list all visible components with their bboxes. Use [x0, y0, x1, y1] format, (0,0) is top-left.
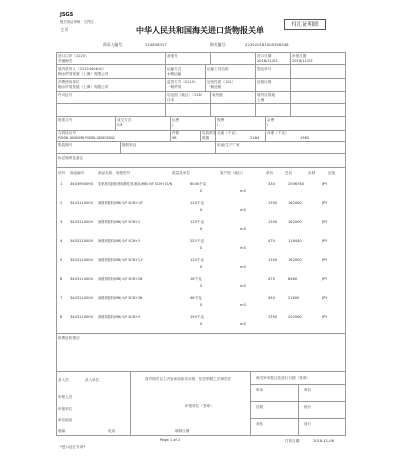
approve-label: 审单 — [256, 388, 264, 392]
goods-header-qty: 数量及单位 — [172, 171, 190, 175]
statistics-label: 统计 — [304, 405, 312, 409]
goods-item-no: 2 — [60, 201, 63, 205]
customs-no-label: 海关编号： — [210, 42, 229, 47]
goods-item-qty2: 0 — [200, 208, 203, 212]
goods-item-unit2: m3 — [240, 265, 246, 269]
goods-item-price: 450 — [268, 296, 275, 300]
tax-ratio-label: 征税比例 — [257, 80, 272, 84]
goods-item-unit2: m3 — [240, 189, 246, 193]
phone-label: 电话 — [108, 429, 116, 433]
goods-header-exempt: 征免 — [328, 171, 336, 175]
declare-unit-label: 申报单位 — [58, 407, 73, 411]
goods-item-qty2: 0 — [200, 189, 203, 193]
goods-item-price: 1350 — [268, 220, 278, 224]
goods-item-currency: JPY — [322, 220, 328, 224]
goods-item-unit2: m3 — [240, 227, 246, 231]
gross-weight-label: 毛重（千克） — [217, 131, 239, 135]
goods-item-qty2: 0 — [200, 246, 203, 250]
destination-value: 上海 — [257, 98, 265, 102]
inspect-label: 查验 — [256, 422, 264, 426]
goods-item-qty: 48千克 — [190, 296, 202, 300]
declarant-label: 申报人员 — [58, 395, 73, 399]
header-subtitle: 报关单证审核 · 文件区 — [60, 20, 94, 24]
entry-person-label: 录入员 — [58, 378, 69, 382]
declare-stamp-label: 申报单位（签章） — [185, 404, 214, 408]
copy-stamp: 付汇证明联 — [284, 19, 326, 30]
exemption-label: 征免性质（101） — [207, 80, 236, 84]
transport-mode-value: 水路运输 — [167, 72, 182, 76]
goods-item-qty2: 0 — [200, 265, 203, 269]
price-review-label: 审价 — [304, 388, 312, 392]
loading-port-label: 装货港 — [212, 93, 223, 97]
goods-item-unit2: m3 — [240, 246, 246, 250]
prerecord-label: 预录入编号： — [103, 42, 126, 47]
goods-item-unit2: m3 — [240, 208, 246, 212]
goods-item-no: 5 — [60, 258, 63, 262]
goods-item-code: 3403110000 — [70, 315, 93, 319]
entry-port-value: 外港海关 — [58, 59, 73, 63]
contract-no-label: 合同协议号 — [58, 131, 76, 135]
tax-label: 税费征收情况 — [58, 336, 80, 340]
logo: JSGS — [60, 12, 74, 18]
contract-no-value: PGMJB-1806OMB PGMJB-1806O3SN2 — [58, 136, 115, 140]
goods-item-qty2: 0 — [200, 227, 203, 231]
marks-label: 标记唛码及备注 — [58, 156, 84, 160]
goods-item-no: 8 — [60, 315, 63, 319]
packages-label: 件数 — [172, 131, 180, 135]
goods-item-currency: JPY — [322, 239, 328, 243]
goods-item-currency: JPY — [322, 258, 328, 262]
goods-item-total: 162000 — [288, 220, 302, 224]
goods-item-price: 470 — [268, 239, 275, 243]
entry-port-label: 进口口岸（2225） — [58, 54, 89, 58]
goods-item-name: 润滑剂原料(MB) 0/F SCM+2 — [98, 239, 141, 243]
goods-header-total: 总价 — [285, 171, 293, 175]
goods-item-qty: 6040千克 — [190, 182, 207, 186]
goods-item-total: 162000 — [288, 258, 302, 262]
goods-item-price: 334 — [268, 182, 275, 186]
deal-mode-label: 成交方式 — [117, 118, 132, 122]
goods-item-name: 润滑剂原料(MB) 0/F SCM+2 — [98, 220, 141, 224]
goods-item-total: 202500 — [288, 315, 302, 319]
misc-fee-value: / — [267, 123, 269, 127]
goods-item-name: 润滑剂原料(MB) 0/F SCM+2N — [98, 277, 143, 281]
record-no-label: 备案号 — [167, 54, 178, 58]
release-label: 放行 — [304, 422, 312, 426]
goods-item-no: 6 — [60, 277, 63, 281]
prerecord-value: 124836317 — [145, 42, 167, 47]
insurance-value: / — [217, 123, 219, 127]
net-weight-value: 1962 — [300, 136, 310, 140]
freight-label: 运费 — [172, 118, 180, 122]
consignee-value: 桐水贸易发展（上海）有限公司 — [58, 72, 109, 76]
goods-item-qty: 120千克 — [190, 220, 205, 224]
goods-item-currency: JPY — [322, 296, 328, 300]
goods-item-name: 非家禽类胶粘剂用醇性剂,制品(MB) 0/F SCM+15/N — [98, 182, 173, 186]
goods-item-currency: JPY — [322, 277, 328, 281]
goods-item-qty: 120千克 — [190, 201, 205, 205]
container-no-label: 集装箱号 — [58, 143, 73, 147]
import-date-value: 2018/11/02 — [257, 59, 278, 63]
bill-no-label: 提运单号 — [257, 67, 272, 71]
goods-item-qty: 150千克 — [190, 315, 205, 319]
goods-item-code: 3403110000 — [70, 220, 93, 224]
goods-item-no: 4 — [60, 239, 63, 243]
gross-weight-value: 2184 — [250, 136, 260, 140]
exemption-value: 一般征税 — [207, 85, 222, 89]
goods-item-code: 3403110000 — [70, 201, 93, 205]
goods-header-code: 商品编号 — [70, 171, 85, 175]
goods-item-currency: JPY — [322, 182, 328, 186]
goods-item-qty: 252千克 — [190, 239, 205, 243]
insurance-label: 保费 — [217, 118, 225, 122]
goods-item-unit2: m3 — [240, 303, 246, 307]
postcode-label: 邮编 — [58, 429, 66, 433]
goods-item-no: 7 — [60, 296, 63, 300]
attached-docs-label: 随附单证 — [122, 143, 137, 147]
goods-header-no: 项号 — [58, 171, 66, 175]
goods-item-price: 1350 — [268, 315, 278, 319]
goods-item-currency: JPY — [322, 201, 328, 205]
freight-value: / — [172, 123, 174, 127]
declare-date-value: 2018/11/02 — [292, 59, 313, 63]
unit-address-label: 单位地址 — [58, 418, 73, 422]
consumer-unit-value: 桐水贸易发展（上海）有限公司 — [58, 85, 109, 89]
goods-item-name: 润滑剂原料(MB) 0/F SCM+1/F — [98, 201, 143, 205]
packages-value: 98 — [172, 136, 177, 140]
page-title: 中华人民共和国海关进口货物报关单 — [136, 26, 264, 35]
license-label: 许可证号 — [58, 93, 73, 97]
transport-mode-label: 运输方式 — [167, 67, 182, 71]
misc-fee-label: 杂费 — [267, 118, 275, 122]
deal-mode-value: CIF — [117, 123, 123, 127]
goods-item-name: 润滑剂原料(MB) 0/F SCM+4 — [98, 315, 141, 319]
goods-item-currency: JPY — [322, 315, 328, 319]
package-type-label: 包装种类 — [202, 131, 217, 135]
goods-item-qty: 18千克 — [190, 277, 202, 281]
goods-header-price: 单价 — [266, 171, 274, 175]
goods-item-code: 3403110000 — [70, 239, 93, 243]
page-number: Page 1 of 2 — [160, 438, 181, 442]
goods-item-total: 2006760 — [288, 182, 305, 186]
goods-item-price: 1350 — [268, 201, 278, 205]
goods-item-unit2: m3 — [240, 284, 246, 288]
declare-date-label: 申报日期 — [292, 54, 307, 58]
goods-item-qty: 120千克 — [190, 258, 205, 262]
copy-note: *进口证汇专用* — [60, 445, 86, 449]
approval-no-label: 批准文号 — [58, 118, 73, 122]
goods-header-currency: 币制 — [308, 171, 316, 175]
goods-item-code: 3403110000 — [70, 277, 93, 281]
import-date-label: 进口日期 — [257, 54, 272, 58]
goods-item-total: 162000 — [288, 201, 302, 205]
package-type-value: 纸箱 — [202, 136, 210, 140]
goods-item-qty2: 0 — [200, 284, 203, 288]
manufacturer-label: 用途/生产厂家 — [217, 143, 240, 147]
goods-item-total: 118440 — [288, 239, 302, 243]
goods-item-price: 1350 — [268, 258, 278, 262]
goods-item-name: 润滑剂原料(MB) 0/F SCM+1-F — [98, 258, 144, 262]
customs-no-value: 223520181000356348 — [245, 42, 289, 47]
print-date-label: 打印日期： — [285, 439, 303, 443]
goods-item-no: 3 — [60, 220, 63, 224]
vessel-label: 运输工具名称 — [207, 67, 229, 71]
entry-unit-label: 录入单位 — [85, 378, 100, 382]
declaration-text: 兹声明对以上内容承担如实申报、依法纳税之法律责任 — [145, 377, 232, 381]
consignee-label: 境内收货人（3122440610） — [58, 67, 107, 71]
goods-header-name: 商品名称、规格型号 — [98, 171, 131, 175]
goods-item-name: 润滑剂原料(MB) 0/F SCM+3N — [98, 296, 143, 300]
net-weight-label: 净重（千克） — [267, 131, 289, 135]
goods-item-price: 470 — [268, 277, 275, 281]
consumer-unit-label: 消费使用单位 — [58, 80, 80, 84]
supervision-label: 监管方式（0110） — [167, 80, 198, 84]
destination-label: 境内目的地 — [257, 93, 275, 97]
goods-item-no: 1 — [60, 182, 63, 186]
fill-date-label: 填制日期 — [175, 429, 190, 433]
origin-country-value: 日本 — [167, 98, 175, 102]
goods-item-code: 3403110000 — [70, 258, 93, 262]
home-label: 主页 — [60, 27, 69, 32]
goods-item-total: 21600 — [288, 296, 300, 300]
goods-item-total: 8460 — [288, 277, 298, 281]
goods-item-code: 3403990090 — [70, 182, 93, 186]
supervision-value: 一般贸易 — [167, 85, 182, 89]
tax-collect-label: 征税 — [256, 405, 264, 409]
print-date-value: 2018-11-06 — [313, 439, 334, 443]
goods-item-qty2: 0 — [200, 322, 203, 326]
goods-item-code: 3403110000 — [70, 296, 93, 300]
approval-title: 海关审单批注及放行日期（签章） — [256, 376, 310, 380]
origin-country-label: 启运国（地区）（116） — [167, 93, 205, 97]
goods-item-unit2: m3 — [240, 322, 246, 326]
goods-header-origin: 原产国（地区） — [220, 171, 246, 175]
goods-item-qty2: 0 — [200, 303, 203, 307]
